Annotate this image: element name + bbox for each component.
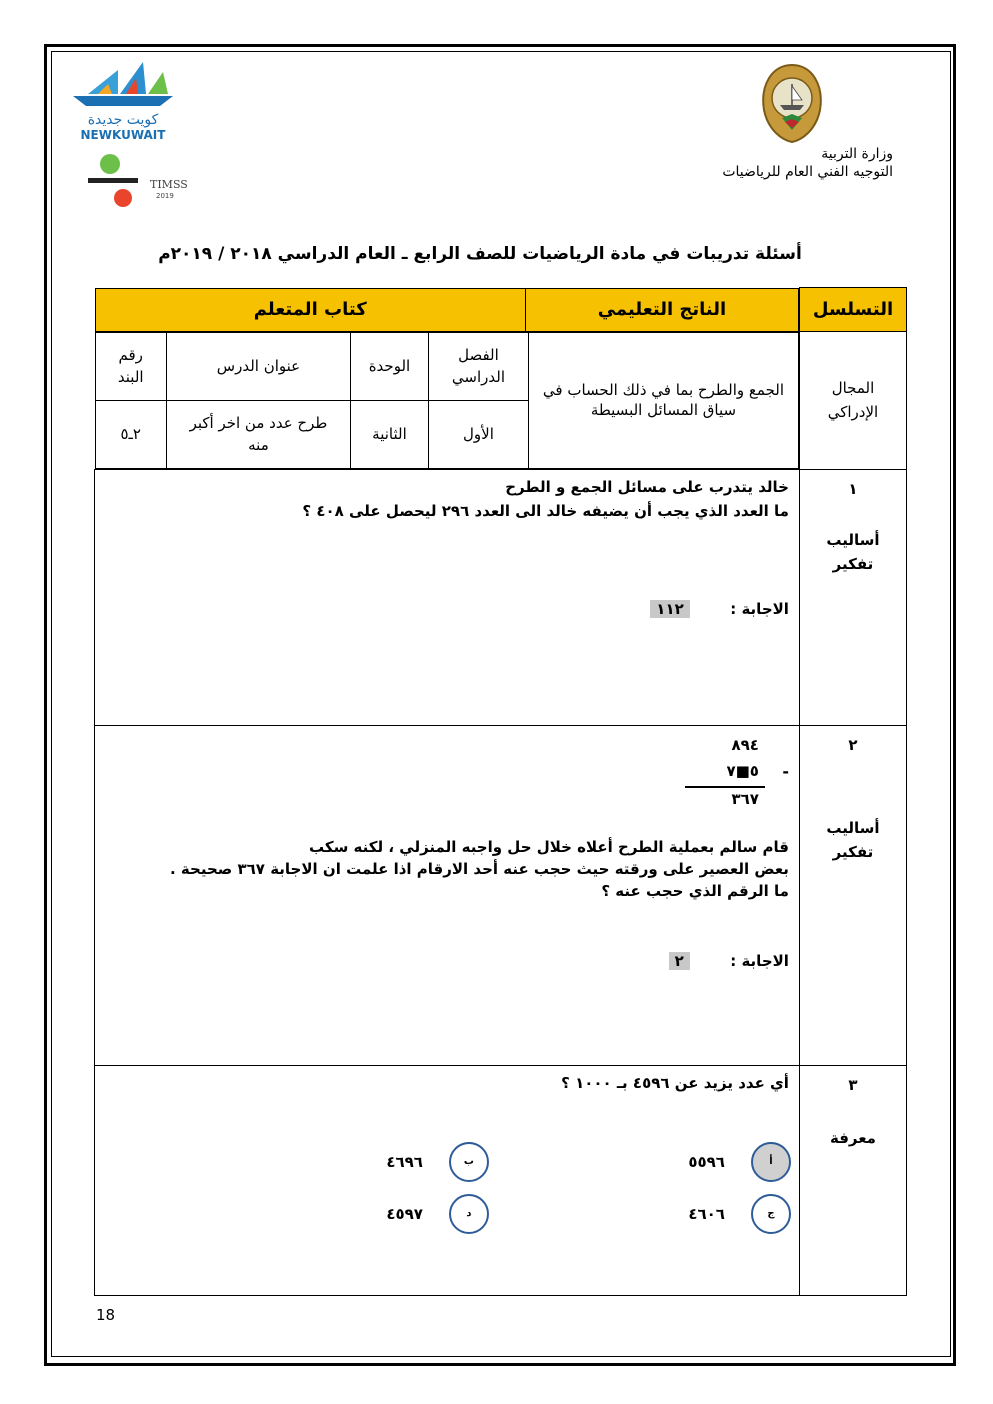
question-2-body [95, 725, 800, 1065]
question-3-number-cell [799, 1065, 906, 1295]
question-1-number: ١ [848, 479, 858, 498]
question-1-line1: خالد يتدرب على مسائل الجمع و الطرح [505, 477, 789, 496]
ministry-department: التوجيه الفني العام للرياضيات [722, 164, 893, 180]
choice-c-circle[interactable]: ج [751, 1194, 791, 1234]
question-2-line3: ما الرقم الذي حجب عنه ؟ [601, 881, 789, 900]
lesson-value: طرح عدد من اخر أكبر منه [166, 400, 350, 468]
choice-d-circle[interactable]: د [449, 1194, 489, 1234]
choice-b[interactable] [386, 1142, 489, 1182]
question-2-number: ٢ [848, 735, 858, 754]
calc-minus: - [782, 761, 789, 781]
timss-year: 2019 [156, 192, 174, 200]
question-3-body [95, 1065, 800, 1295]
choice-b-value: ٤٦٩٦ [386, 1152, 423, 1171]
item-header: رقم البند [95, 332, 166, 400]
header-group [95, 288, 800, 332]
kuwait-emblem [752, 60, 832, 149]
calc-result: ٣٦٧ [731, 789, 759, 808]
questions-table [94, 287, 907, 1296]
choice-b-circle[interactable]: ب [449, 1142, 489, 1182]
new-kuwait-ship-icon [68, 58, 178, 108]
new-kuwait-english: NEWKUWAIT [80, 128, 166, 142]
question-1-body [95, 469, 800, 725]
choice-a-value: ٥٥٩٦ [688, 1152, 725, 1171]
domain-label: المجال الإدراكي [827, 379, 879, 422]
question-2-row [95, 725, 907, 1065]
unit-value: الثانية [350, 400, 428, 468]
calc-middle: ٥■٧ [726, 761, 759, 780]
new-kuwait-arabic: كويت جديدة [87, 112, 159, 128]
question-2-line1: قام سالم بعملية الطرح أعلاه خلال حل واجبه المنزلي ، لكنه سكب [308, 837, 789, 856]
question-1-answer-label: الاجابة : [730, 599, 789, 618]
question-1-number-cell [799, 469, 906, 725]
new-kuwait-logo [68, 58, 208, 210]
question-1-skill: أساليب تفكير [826, 530, 880, 573]
outcome-text: الجمع والطرح بما في ذلك الحساب في سياق المسائل البسيطة [528, 332, 798, 468]
choice-d-value: ٤٥٩٧ [386, 1204, 423, 1223]
timss-label: TIMSS [150, 178, 188, 191]
choice-d[interactable] [386, 1194, 489, 1234]
header-outcome-cell: الناتج التعليمي [525, 288, 798, 331]
header-book: كتاب المتعلم [95, 288, 525, 331]
question-1-line2: ما العدد الذي يجب أن يضيفه خالد الى العدد ٢٩٦ ليحصل على ٤٠٨ ؟ [302, 501, 789, 520]
semester-header: الفصل الدراسي [428, 332, 528, 400]
detail-group [95, 332, 800, 470]
choice-c[interactable] [688, 1194, 791, 1234]
ministry-name: وزارة التربية [821, 146, 893, 162]
question-2-answer: ٢ [669, 952, 690, 970]
question-3-number: ٣ [848, 1075, 858, 1094]
domain-cell [799, 332, 906, 470]
choice-c-value: ٤٦٠٦ [688, 1204, 725, 1223]
question-1-answer: ١١٢ [650, 600, 689, 618]
question-2-skill: أساليب تفكير [826, 818, 880, 861]
question-3-row [95, 1065, 907, 1295]
timss-logo [68, 150, 208, 210]
item-value: ٢ـ٥ [95, 400, 166, 468]
calc-top: ٨٩٤ [731, 735, 759, 754]
kuwait-emblem-icon [752, 60, 832, 145]
question-2-line2: بعض العصير على ورقته حيث حجب عنه أحد الارقام اذا علمت ان الاجابة ٣٦٧ صحيحة . [170, 859, 789, 878]
unit-header: الوحدة [350, 332, 428, 400]
semester-value: الأول [428, 400, 528, 468]
lesson-header: عنوان الدرس [166, 332, 350, 400]
question-3-skill: معرفة [829, 1128, 876, 1147]
choice-a[interactable] [688, 1142, 791, 1182]
question-3-line1: أي عدد يزيد عن ٤٥٩٦ بـ ١٠٠٠ ؟ [561, 1073, 789, 1092]
header-sequence: التسلسل [799, 288, 906, 332]
choice-a-circle[interactable]: أ [751, 1142, 791, 1182]
question-2-answer-label: الاجابة : [730, 951, 789, 970]
question-2-number-cell [799, 725, 906, 1065]
page-title: أسئلة تدريبات في مادة الرياضيات للصف الرابع ـ العام الدراسي ٢٠١٨ / ٢٠١٩م [158, 244, 802, 264]
question-1-row [95, 469, 907, 725]
page-number: 18 [96, 1306, 116, 1324]
timss-mark-icon [78, 150, 148, 210]
ministry-block [722, 145, 893, 181]
calc-rule [685, 786, 765, 788]
